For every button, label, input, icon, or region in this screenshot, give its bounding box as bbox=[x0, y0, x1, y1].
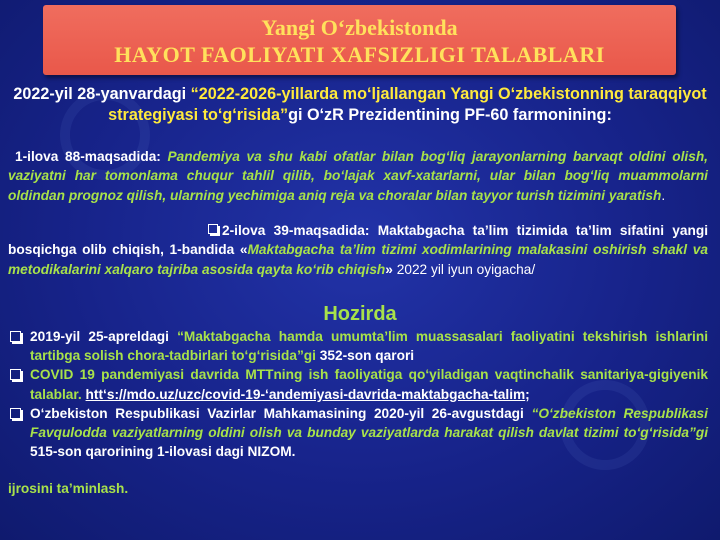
bullet-1-title: “Maktabgacha hamda umumta’lim muassasalari faoliyatini tekshirish ishlarini tartibga solish chora-tadbirlari to‘g‘risida”gi bbox=[30, 329, 708, 364]
goal-39-deadline: 2022 yil iyun oyigacha/ bbox=[396, 261, 536, 277]
checkbox-bullet-icon bbox=[10, 369, 21, 380]
intro-decree: gi O‘zR Prezidentining PF-60 farmonining: bbox=[288, 106, 612, 124]
bullet-1-ref: 352-son qarori bbox=[315, 348, 415, 364]
title-banner bbox=[43, 5, 676, 75]
bullet-3-ref: 515-son qarorining 1-ilovasi dagi NIZOM. bbox=[30, 444, 296, 460]
closing-line: ijrosini ta’minlash. bbox=[8, 481, 129, 496]
goal-88-end: . bbox=[661, 187, 666, 203]
goal-39-paragraph bbox=[8, 221, 708, 279]
intro-strategy-title: “2022-2026-yillarda mo‘ljallangan Yangi O‘zbekistonning taraqqiyot strategiyasi to‘g‘risida” bbox=[108, 85, 707, 124]
intro-date: 2022-yil 28-yanvardagi bbox=[13, 85, 191, 103]
checkbox-bullet-icon bbox=[10, 408, 21, 419]
intro-paragraph bbox=[10, 84, 710, 126]
bullet-3-title: “O‘zbekiston Respublikasi Favqulodda vaziyatlarning oldini olish va bunday vaziyatlarda harakat qilish davlat tizimi to‘g‘risida”gi bbox=[30, 405, 708, 441]
goal-88-paragraph bbox=[8, 147, 708, 205]
title-line-1: Yangi O‘zbekistonda bbox=[261, 15, 458, 40]
bullet-1-date: 2019-yil 25-apreldagi bbox=[30, 329, 178, 344]
list-item bbox=[8, 327, 708, 365]
list-item bbox=[8, 404, 708, 462]
bullet-2-text: COVID 19 pandemiyasi davrida MTTning ish faoliyatiga qo‘yiladigan vaqtinchalik sanitariya-gigiyenik talablar. bbox=[30, 367, 708, 402]
checkbox-bullet-icon bbox=[10, 331, 21, 342]
bullet-2-end: ; bbox=[525, 386, 530, 402]
bullet-2-link[interactable]: htt‘s://mdo.uz/uzc/covid-19-‘andemiyasi-davrida-maktabgacha-talim bbox=[85, 386, 526, 402]
list-item bbox=[8, 365, 708, 403]
bullet-3-date: O‘zbekiston Respublikasi Vazirlar Mahkamasining 2020-yil 26-avgustdagi bbox=[30, 405, 532, 421]
goal-88-body: Pandemiya va shu kabi ofatlar bilan bog‘liq jarayonlarning barvaqt oldini olish, vaziyatni har tomonlama chuqur tahlil qilib, bo‘lajak xavf-xatarlarni, ular bilan bog‘liq muammolarni oldindan prognoz qilish, ularning yechimiga aniq reja va choralar bilan tayyor turish tizimini yaratish bbox=[8, 149, 708, 203]
checkbox-bullet-icon bbox=[208, 224, 218, 234]
section-heading: Hozirda bbox=[323, 303, 397, 325]
title-line-2: HAYOT FAOLIYATI XAFSIZLIGI TALABLARI bbox=[114, 42, 605, 67]
goal-88-lead: 1-ilova 88-maqsadida: bbox=[15, 149, 168, 164]
bullet-list bbox=[8, 327, 708, 461]
goal-39-close: » bbox=[385, 261, 397, 277]
goal-39-body: Maktabgacha ta’lim tizimi xodimlarining malakasini oshirish shakl va metodikalarini xalqaro tajriba asosida qayta ko‘rib chiqish bbox=[8, 242, 708, 277]
goal-39-lead: 2-ilova 39-maqsadida: Maktabgacha ta’lim tizimida ta’lim sifatini yangi bosqichga olib chiqish, 1-bandida « bbox=[8, 223, 708, 258]
